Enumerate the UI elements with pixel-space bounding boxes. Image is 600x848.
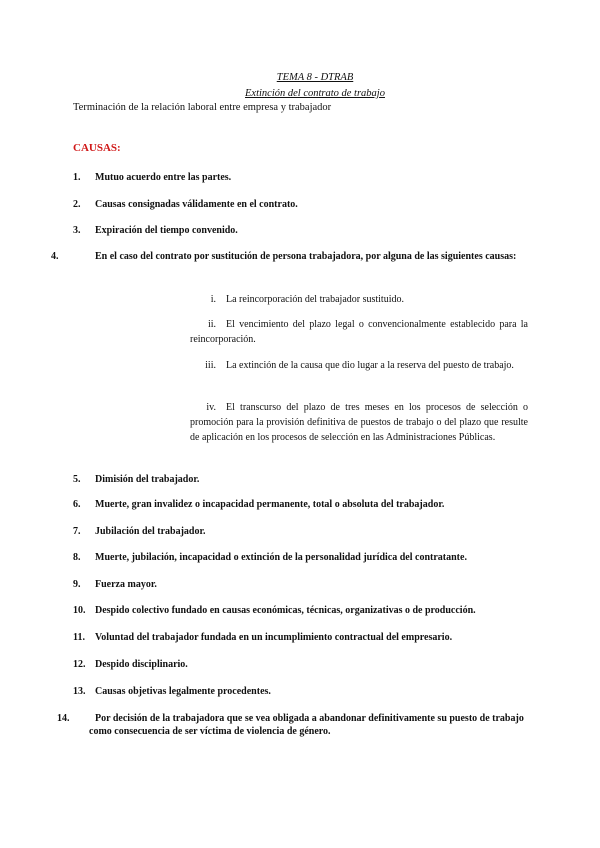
item-number: 13. (73, 686, 86, 697)
list-item (73, 171, 528, 184)
list-item (57, 712, 544, 738)
item-text: Causas objetivas legalmente procedentes. (95, 686, 271, 697)
sub-item-text: El vencimiento del plazo legal o convencionalmente establecido para la reincorporación. (190, 319, 528, 345)
list-item (73, 525, 528, 538)
list-item (51, 250, 550, 263)
causes-heading: CAUSAS: (73, 142, 121, 154)
item-number: 8. (73, 552, 81, 563)
list-item (73, 685, 528, 698)
item-text: Mutuo acuerdo entre las partes. (95, 172, 232, 183)
list-item (73, 658, 528, 671)
item-text: Jubilación del trabajador. (95, 526, 206, 537)
item-number: 10. (73, 605, 86, 616)
item-number: 2. (73, 199, 81, 210)
item-text: Fuerza mayor. (95, 579, 157, 590)
list-item (73, 631, 528, 644)
item-text: Muerte, gran invalidez o incapacidad permanente, total o absoluta del trabajador. (95, 499, 445, 510)
sub-item-number: i. (210, 294, 216, 305)
item-number: 11. (73, 632, 85, 643)
sub-list-item (190, 292, 528, 307)
list-item (73, 473, 528, 486)
item-text: En el caso del contrato por sustitución de persona trabajadora, por alguna de las siguientes causas: (95, 251, 517, 262)
item-text: Despido disciplinario. (95, 659, 188, 670)
item-text: Despido colectivo fundado en causas económicas, técnicas, organizativas o de producción. (95, 605, 476, 616)
item-number: 3. (73, 225, 81, 236)
item-text: Expiración del tiempo convenido. (95, 225, 238, 236)
item-number: 6. (73, 499, 81, 510)
item-text: Por decisión de la trabajadora que se vea obligada a abandonar definitivamente su puesto de trabajo como consecuencia de ser víctima de violencia de género. (89, 713, 524, 737)
item-number: 12. (73, 659, 86, 670)
sub-item-number: iii. (205, 360, 216, 371)
sub-list-item (190, 400, 528, 445)
sub-item-text: El transcurso del plazo de tres meses en los procesos de selección o promoción para la provisión definitiva de puestos de trabajo o del plazo que resulte de aplicación en los procesos de selección en las Administraciones Públicas. (190, 402, 528, 443)
item-number: 5. (73, 474, 81, 485)
item-number: 9. (73, 579, 81, 590)
sub-list-item (190, 317, 528, 347)
document-subtitle: Extinción del contrato de trabajo (245, 88, 385, 99)
sub-item-number: iv. (206, 402, 216, 413)
item-number: 4. (51, 251, 59, 262)
list-item (73, 551, 528, 564)
list-item (73, 604, 528, 617)
intro-text: Terminación de la relación laboral entre empresa y trabajador (73, 102, 332, 113)
sub-item-text: La reincorporación del trabajador sustituido. (226, 294, 404, 305)
item-number: 14. (57, 713, 70, 724)
item-text: Causas consignadas válidamente en el contrato. (95, 199, 298, 210)
list-item (73, 224, 528, 237)
item-text: Muerte, jubilación, incapacidad o extinción de la personalidad jurídica del contratante. (95, 552, 467, 563)
sub-list-item (190, 358, 528, 373)
item-text: Dimisión del trabajador. (95, 474, 200, 485)
item-number: 1. (73, 172, 81, 183)
sub-item-text: La extinción de la causa que dio lugar a la reserva del puesto de trabajo. (226, 360, 514, 371)
item-number: 7. (73, 526, 81, 537)
sub-item-number: ii. (207, 319, 216, 330)
list-item (73, 198, 528, 211)
item-text: Voluntad del trabajador fundada en un incumplimiento contractual del empresario. (95, 632, 453, 643)
list-item (73, 498, 528, 511)
document-title: TEMA 8 - DTRAB (276, 72, 354, 83)
list-item (73, 578, 528, 591)
